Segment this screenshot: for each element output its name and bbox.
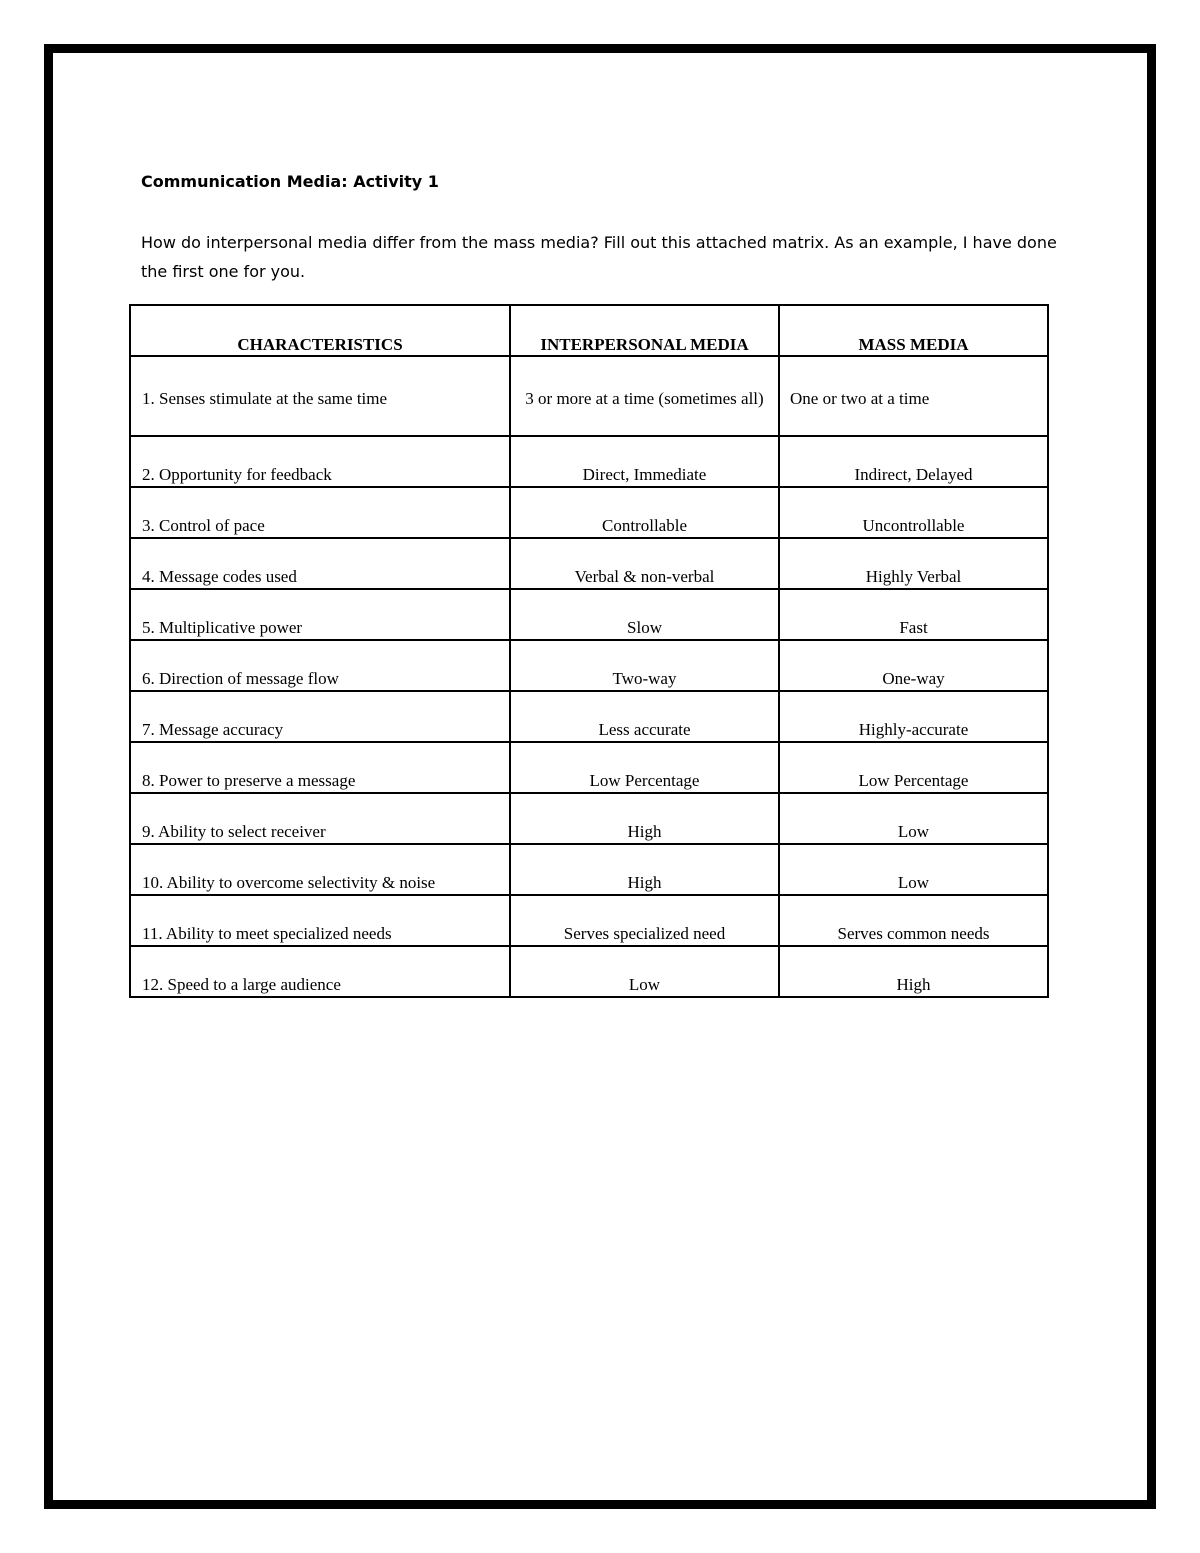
- characteristic-cell: 10. Ability to overcome selectivity & noise: [130, 844, 510, 895]
- table-row: [130, 793, 1048, 844]
- characteristic-cell: 9. Ability to select receiver: [130, 793, 510, 844]
- table-row: [130, 589, 1048, 640]
- interpersonal-cell: Verbal & non-verbal: [510, 538, 779, 589]
- table-row: [130, 436, 1048, 487]
- characteristic-cell: 4. Message codes used: [130, 538, 510, 589]
- characteristic-cell: 11. Ability to meet specialized needs: [130, 895, 510, 946]
- characteristic-cell: 3. Control of pace: [130, 487, 510, 538]
- mass-cell: Low: [779, 844, 1048, 895]
- interpersonal-cell: Serves specialized need: [510, 895, 779, 946]
- mass-cell: Highly Verbal: [779, 538, 1048, 589]
- mass-cell: One-way: [779, 640, 1048, 691]
- characteristic-cell: 2. Opportunity for feedback: [130, 436, 510, 487]
- document-instructions: How do interpersonal media differ from the mass media? Fill out this attached matrix. As an example, I have done the first one for you.: [141, 233, 1057, 281]
- characteristic-cell: 5. Multiplicative power: [130, 589, 510, 640]
- matrix-header-row: [130, 305, 1048, 356]
- interpersonal-cell: Slow: [510, 589, 779, 640]
- header-mass-media: MASS MEDIA: [779, 305, 1048, 356]
- table-row: [130, 487, 1048, 538]
- mass-cell: Serves common needs: [779, 895, 1048, 946]
- interpersonal-cell: High: [510, 844, 779, 895]
- header-characteristics: CHARACTERISTICS: [130, 305, 510, 356]
- interpersonal-cell: Direct, Immediate: [510, 436, 779, 487]
- mass-cell: Low Percentage: [779, 742, 1048, 793]
- characteristic-cell: 1. Senses stimulate at the same time: [130, 356, 510, 436]
- mass-cell: Indirect, Delayed: [779, 436, 1048, 487]
- interpersonal-cell: Low: [510, 946, 779, 997]
- table-row: [130, 538, 1048, 589]
- table-row: [130, 946, 1048, 997]
- interpersonal-cell: High: [510, 793, 779, 844]
- table-row: [130, 640, 1048, 691]
- table-row: [130, 844, 1048, 895]
- table-row: [130, 691, 1048, 742]
- mass-cell: One or two at a time: [779, 356, 1048, 436]
- comparison-matrix: [129, 304, 1049, 998]
- mass-cell: Highly-accurate: [779, 691, 1048, 742]
- characteristic-cell: 8. Power to preserve a message: [130, 742, 510, 793]
- mass-cell: Uncontrollable: [779, 487, 1048, 538]
- mass-cell: Low: [779, 793, 1048, 844]
- interpersonal-cell: Controllable: [510, 487, 779, 538]
- header-interpersonal-media: INTERPERSONAL MEDIA: [510, 305, 779, 356]
- table-row: [130, 895, 1048, 946]
- interpersonal-cell: Less accurate: [510, 691, 779, 742]
- interpersonal-cell: Low Percentage: [510, 742, 779, 793]
- table-row: [130, 742, 1048, 793]
- mass-cell: Fast: [779, 589, 1048, 640]
- document-title: Communication Media: Activity 1: [141, 172, 439, 191]
- interpersonal-cell: Two-way: [510, 640, 779, 691]
- characteristic-cell: 7. Message accuracy: [130, 691, 510, 742]
- mass-cell: High: [779, 946, 1048, 997]
- characteristic-cell: 6. Direction of message flow: [130, 640, 510, 691]
- table-row: [130, 356, 1048, 436]
- characteristic-cell: 12. Speed to a large audience: [130, 946, 510, 997]
- interpersonal-cell: 3 or more at a time (sometimes all): [510, 356, 779, 436]
